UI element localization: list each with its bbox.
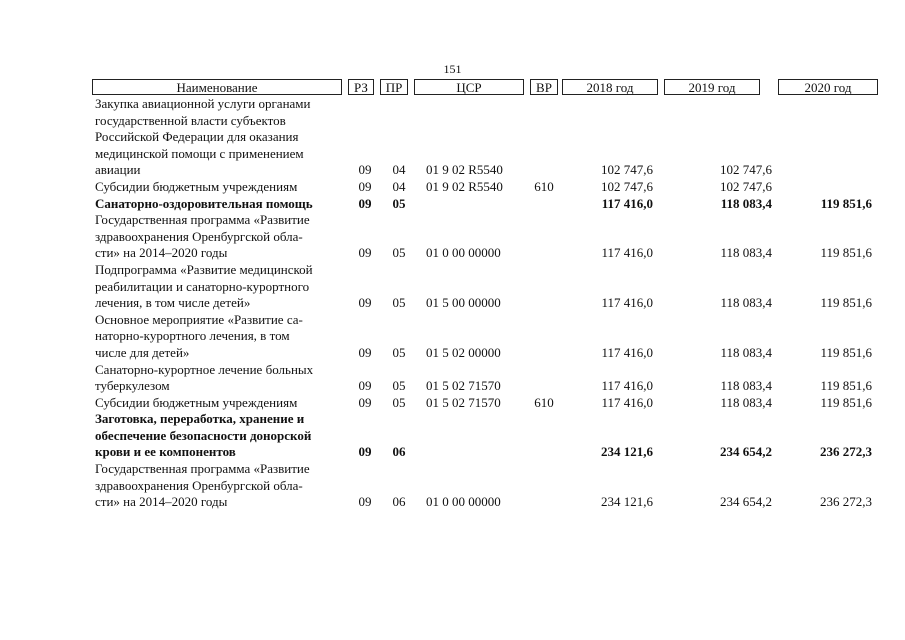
row-name bbox=[95, 362, 348, 395]
row-2018: 117 416,0 bbox=[601, 378, 653, 394]
table-row bbox=[0, 411, 905, 461]
row-2019: 234 654,2 bbox=[720, 444, 772, 460]
table-row bbox=[0, 179, 905, 196]
row-2019: 118 083,4 bbox=[720, 195, 772, 211]
row-name bbox=[95, 96, 348, 179]
row-2018: 234 121,6 bbox=[601, 444, 653, 460]
row-name-line: Подпрограмма «Развитие медицинской bbox=[95, 261, 313, 277]
row-2018: 102 747,6 bbox=[601, 162, 653, 178]
row-2019: 118 083,4 bbox=[720, 394, 772, 410]
row-pr: 06 bbox=[392, 444, 406, 460]
row-csr: 01 0 00 00000 bbox=[426, 494, 501, 510]
row-name bbox=[95, 411, 348, 461]
row-name-line: авиации bbox=[95, 162, 141, 178]
row-pr: 05 bbox=[392, 195, 406, 211]
table-row bbox=[0, 212, 905, 262]
row-2019: 118 083,4 bbox=[720, 378, 772, 394]
row-name-line: лечения, в том числе детей» bbox=[95, 295, 251, 311]
row-rz: 09 bbox=[358, 162, 372, 178]
row-pr: 04 bbox=[392, 162, 406, 178]
row-csr: 01 9 02 R5540 bbox=[426, 178, 503, 194]
row-pr: 05 bbox=[392, 378, 406, 394]
row-rz: 09 bbox=[358, 295, 372, 311]
row-name-line: государственной власти субъектов bbox=[95, 112, 286, 128]
row-name-line: сти» на 2014–2020 годы bbox=[95, 494, 228, 510]
row-csr: 01 5 00 00000 bbox=[426, 295, 501, 311]
row-name-line: крови и ее компонентов bbox=[95, 444, 236, 460]
row-2018: 117 416,0 bbox=[601, 245, 653, 261]
row-name-line: туберкулезом bbox=[95, 378, 170, 394]
row-rz: 09 bbox=[358, 195, 372, 211]
row-2020: 119 851,6 bbox=[820, 394, 872, 410]
row-name-line: Основное мероприятие «Развитие са- bbox=[95, 311, 303, 327]
table-row bbox=[0, 395, 905, 412]
row-rz: 09 bbox=[358, 444, 372, 460]
row-pr: 05 bbox=[392, 344, 406, 360]
page-number: 151 bbox=[443, 62, 462, 76]
row-2020: 236 272,3 bbox=[820, 444, 872, 460]
row-name bbox=[95, 461, 348, 511]
row-2020: 119 851,6 bbox=[820, 344, 872, 360]
row-name bbox=[95, 196, 348, 213]
row-rz: 09 bbox=[358, 378, 372, 394]
row-2018: 117 416,0 bbox=[601, 295, 653, 311]
row-name-line: числе для детей» bbox=[95, 344, 190, 360]
row-2018: 117 416,0 bbox=[601, 195, 653, 211]
row-name bbox=[95, 212, 348, 262]
row-pr: 05 bbox=[392, 245, 406, 261]
row-name-line: реабилитации и санаторно-курортного bbox=[95, 278, 310, 294]
row-csr: 01 5 02 71570 bbox=[426, 394, 501, 410]
table-row bbox=[0, 312, 905, 362]
row-rz: 09 bbox=[358, 178, 372, 194]
row-name-line: Государственная программа «Развитие bbox=[95, 212, 310, 228]
table-body bbox=[0, 96, 905, 511]
row-name-line: Субсидии бюджетным учреждениям bbox=[95, 394, 298, 410]
row-name bbox=[95, 262, 348, 312]
row-name-line: наторно-курортного лечения, в том bbox=[95, 328, 290, 344]
row-name-line: здравоохранения Оренбургской обла- bbox=[95, 477, 303, 493]
row-name bbox=[95, 395, 348, 412]
table-row bbox=[0, 196, 905, 213]
table-row bbox=[0, 362, 905, 395]
row-pr: 06 bbox=[392, 494, 406, 510]
row-2018: 234 121,6 bbox=[601, 494, 653, 510]
row-pr: 05 bbox=[392, 394, 406, 410]
row-2018: 102 747,6 bbox=[601, 178, 653, 194]
row-name bbox=[95, 179, 348, 196]
header-pr: ПР bbox=[380, 79, 408, 95]
row-name-line: Закупка авиационной услуги органами bbox=[95, 96, 311, 111]
header-name: Наименование bbox=[92, 79, 342, 95]
row-name-line: обеспечение безопасности донорской bbox=[95, 427, 312, 443]
row-2018: 117 416,0 bbox=[601, 394, 653, 410]
row-name-line: Санаторно-оздоровительная помощь bbox=[95, 195, 313, 211]
header-2019: 2019 год bbox=[664, 79, 760, 95]
row-2019: 102 747,6 bbox=[720, 162, 772, 178]
row-csr: 01 9 02 R5540 bbox=[426, 162, 503, 178]
row-rz: 09 bbox=[358, 494, 372, 510]
row-pr: 05 bbox=[392, 295, 406, 311]
row-pr: 04 bbox=[392, 178, 406, 194]
table-row bbox=[0, 262, 905, 312]
row-name-line: медицинской помощи с применением bbox=[95, 145, 304, 161]
row-csr: 01 5 02 00000 bbox=[426, 344, 501, 360]
row-vr: 610 bbox=[534, 178, 554, 194]
row-2018: 117 416,0 bbox=[601, 344, 653, 360]
row-name-line: здравоохранения Оренбургской обла- bbox=[95, 228, 303, 244]
row-2020: 236 272,3 bbox=[820, 494, 872, 510]
row-rz: 09 bbox=[358, 245, 372, 261]
row-name-line: Санаторно-курортное лечение больных bbox=[95, 361, 314, 377]
header-2020: 2020 год bbox=[778, 79, 878, 95]
header-csr: ЦСР bbox=[414, 79, 524, 95]
row-rz: 09 bbox=[358, 394, 372, 410]
row-vr: 610 bbox=[534, 394, 554, 410]
table-row bbox=[0, 461, 905, 511]
row-2019: 234 654,2 bbox=[720, 494, 772, 510]
row-2019: 118 083,4 bbox=[720, 344, 772, 360]
header-2018: 2018 год bbox=[562, 79, 658, 95]
row-2019: 118 083,4 bbox=[720, 245, 772, 261]
row-name-line: Субсидии бюджетным учреждениям bbox=[95, 178, 298, 194]
row-csr: 01 0 00 00000 bbox=[426, 245, 501, 261]
row-2020: 119 851,6 bbox=[820, 295, 872, 311]
table-row bbox=[0, 96, 905, 179]
row-2019: 118 083,4 bbox=[720, 295, 772, 311]
row-name-line: Российской Федерации для оказания bbox=[95, 129, 299, 145]
row-2020: 119 851,6 bbox=[820, 245, 872, 261]
row-name-line: сти» на 2014–2020 годы bbox=[95, 245, 228, 261]
row-2019: 102 747,6 bbox=[720, 178, 772, 194]
row-name-line: Государственная программа «Развитие bbox=[95, 461, 310, 477]
header-vr: ВР bbox=[530, 79, 558, 95]
row-rz: 09 bbox=[358, 344, 372, 360]
row-2020: 119 851,6 bbox=[820, 195, 872, 211]
row-name bbox=[95, 312, 348, 362]
header-rz: РЗ bbox=[348, 79, 374, 95]
row-csr: 01 5 02 71570 bbox=[426, 378, 501, 394]
row-2020: 119 851,6 bbox=[820, 378, 872, 394]
row-name-line: Заготовка, переработка, хранение и bbox=[95, 411, 305, 427]
